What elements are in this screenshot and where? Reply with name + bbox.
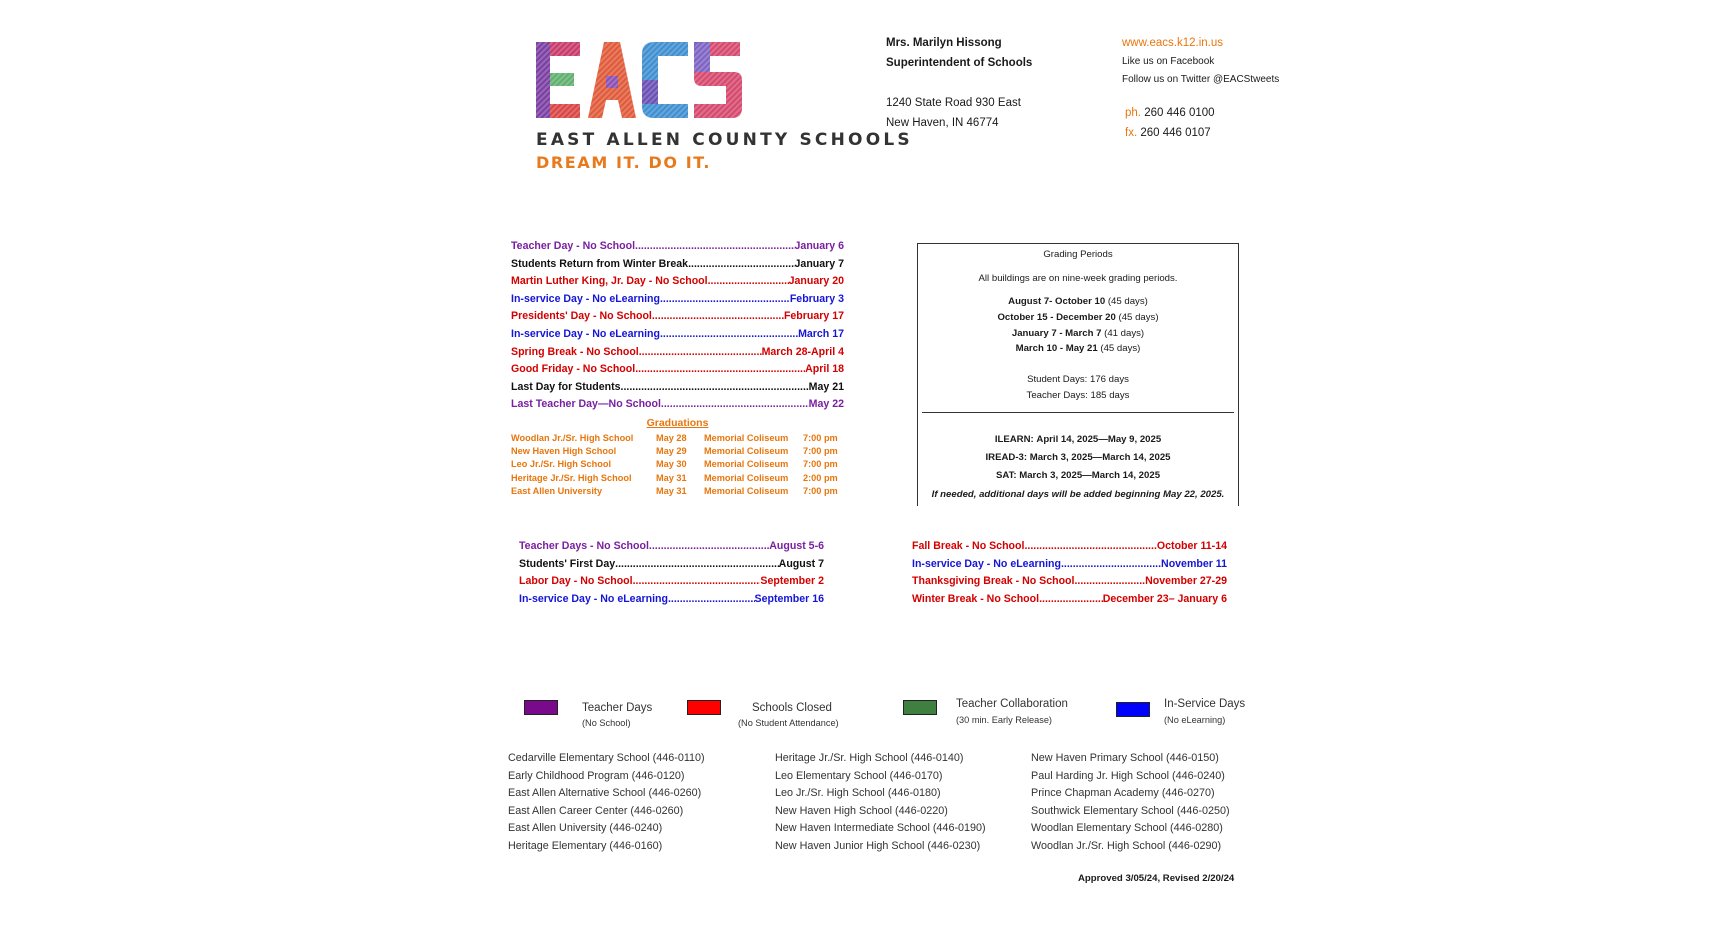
legend-swatch-teacher-days: [524, 700, 558, 715]
graduation-row: East Allen University May 31 Memorial Coliseum 7:00 pm: [511, 485, 838, 496]
school-item: Early Childhood Program (446-0120): [508, 769, 685, 782]
school-item: Prince Chapman Academy (446-0270): [1031, 787, 1215, 800]
fall-events-right-list: [912, 538, 1227, 608]
event-row: Last Teacher Day—No School ..... May 22: [511, 396, 844, 414]
contact-block: [1122, 33, 1279, 143]
school-item: Cedarville Elementary School (446-0110): [508, 752, 705, 764]
address-line-2: New Haven, IN 46774: [886, 117, 999, 129]
additional-days-note: If needed, additional days will be added beginning May 22, 2025.: [931, 489, 1225, 500]
test-window: ILEARN: April 14, 2025—May 9, 2025: [994, 434, 1162, 445]
event-row: Fall Break - No School ..... October 11-14: [912, 538, 1227, 556]
grading-period: March 10 - May 21 (45 days): [1015, 343, 1141, 354]
event-row: Good Friday - No School ..... April 18: [511, 361, 844, 379]
grading-subtitle: All buildings are on nine-week grading periods.: [978, 273, 1178, 284]
superintendent-block: [886, 33, 1032, 133]
legend-label-schools-closed: Schools Closed: [752, 702, 832, 714]
school-item: East Allen Career Center (446-0260): [508, 804, 684, 817]
test-window: SAT: March 3, 2025—March 14, 2025: [995, 470, 1161, 481]
event-row: Students' First Day ..... August 7: [519, 556, 824, 574]
legend-sub-teacher-collaboration: (30 min. Early Release): [956, 715, 1052, 725]
graduation-row: New Haven High School May 29 Memorial Coliseum 7:00 pm: [511, 446, 838, 457]
phone-line: ph. 260 446 0100: [1125, 107, 1215, 119]
superintendent-title: Superintendent of Schools: [886, 57, 1033, 69]
legend-swatch-schools-closed: [687, 700, 721, 715]
approval-date: Approved 3/05/24, Revised 2/20/24: [1078, 873, 1235, 884]
event-row: In-service Day - No eLearning ..... September 16: [519, 591, 824, 609]
spring-events-list: [511, 238, 844, 498]
graduation-row: Leo Jr./Sr. High School May 30 Memorial Coliseum 7:00 pm: [511, 459, 838, 470]
twitter-text: Follow us on Twitter @EACStweets: [1122, 74, 1280, 85]
event-row: Labor Day - No School ..... September 2: [519, 573, 824, 591]
event-row: Thanksgiving Break - No School ..... November 27-29: [912, 573, 1227, 591]
legend-swatch-teacher-collaboration: [903, 700, 937, 715]
website-link[interactable]: www.eacs.k12.in.us: [1122, 37, 1223, 49]
event-row: Winter Break - No School ..... December 23– January 6: [912, 591, 1227, 609]
graduation-row: Woodlan Jr./Sr. High School May 28 Memorial Coliseum 7:00 pm: [511, 432, 838, 443]
superintendent-name: Mrs. Marilyn Hissong: [886, 37, 1002, 49]
legend-label-teacher-collaboration: Teacher Collaboration: [956, 698, 1068, 710]
event-row: Teacher Days - No School ..... August 5-6: [519, 538, 824, 556]
school-item: Woodlan Elementary School (446-0280): [1031, 822, 1223, 835]
district-name: EAST ALLEN COUNTY SCHOOLS: [536, 130, 913, 150]
logo-letter-a: [588, 42, 636, 118]
school-item: Leo Elementary School (446-0170): [775, 769, 943, 782]
fall-events-left-list: [519, 538, 824, 608]
legend-sub-schools-closed: (No Student Attendance): [738, 718, 839, 728]
event-row: Spring Break - No School ..... March 28-April 4: [511, 344, 844, 362]
grading-period: October 15 - December 20 (45 days): [997, 312, 1159, 323]
school-list-col-1: [508, 750, 705, 856]
school-item: Leo Jr./Sr. High School (446-0180): [775, 787, 941, 800]
graduations-title: Graduations: [646, 416, 709, 429]
eacs-logo: [536, 40, 746, 122]
grading-title: Grading Periods: [1043, 249, 1113, 260]
legend-sub-teacher-days: (No School): [582, 718, 631, 728]
school-item: New Haven Intermediate School (446-0190): [775, 822, 986, 835]
school-item: Paul Harding Jr. High School (446-0240): [1031, 769, 1225, 782]
graduations-table: [511, 432, 844, 498]
address-line-1: 1240 State Road 930 East: [886, 97, 1021, 109]
grading-period: January 7 - March 7 (41 days): [1011, 328, 1145, 339]
event-row: Martin Luther King, Jr. Day - No School ..... January 20: [511, 273, 844, 291]
grading-periods-box: [917, 243, 1239, 506]
school-item: New Haven Junior High School (446-0230): [775, 839, 981, 852]
event-row: In-service Day - No eLearning ..... November 11: [912, 556, 1227, 574]
district-tagline: DREAM IT. DO IT.: [536, 153, 712, 172]
legend-swatch-in-service-days: [1116, 702, 1150, 717]
test-window: IREAD-3: March 3, 2025—March 14, 2025: [985, 452, 1171, 463]
school-item: East Allen University (446-0240): [508, 822, 663, 835]
logo-letter-c: [642, 42, 688, 118]
event-row: Teacher Day - No School ..... January 6: [511, 238, 844, 256]
event-row: Presidents' Day - No School ..... February 17: [511, 308, 844, 326]
event-row: In-service Day - No eLearning ..... March 17: [511, 326, 844, 344]
school-item: New Haven Primary School (446-0150): [1031, 752, 1219, 764]
event-row: Students Return from Winter Break ..... January 7: [511, 256, 844, 274]
school-item: Heritage Elementary (446-0160): [508, 839, 663, 852]
grading-period: August 7- October 10 (45 days): [1008, 296, 1148, 307]
school-item: Southwick Elementary School (446-0250): [1031, 804, 1230, 817]
legend-label-teacher-days: Teacher Days: [582, 702, 653, 714]
legend-label-in-service-days: In-Service Days: [1164, 698, 1246, 710]
event-row: In-service Day - No eLearning ..... February 3: [511, 291, 844, 309]
fax-line: fx. 260 446 0107: [1125, 127, 1211, 139]
event-row: Last Day for Students ..... May 21: [511, 379, 844, 397]
facebook-text: Like us on Facebook: [1122, 56, 1215, 67]
legend-sub-in-service-days: (No eLearning): [1164, 715, 1226, 725]
student-days: Student Days: 176 days: [1027, 374, 1129, 385]
school-item: New Haven High School (446-0220): [775, 804, 948, 817]
school-list-col-2: [775, 750, 986, 856]
teacher-days: Teacher Days: 185 days: [1026, 390, 1130, 401]
logo-letter-s: [694, 42, 742, 118]
grading-divider: [922, 412, 1234, 413]
logo-letter-e: [536, 42, 580, 118]
graduation-row: Heritage Jr./Sr. High School May 31 Memorial Coliseum 2:00 pm: [511, 472, 838, 483]
school-item: Heritage Jr./Sr. High School (446-0140): [775, 752, 964, 764]
school-item: Woodlan Jr./Sr. High School (446-0290): [1031, 839, 1222, 852]
school-list-col-3: [1031, 750, 1230, 856]
school-item: East Allen Alternative School (446-0260): [508, 787, 702, 800]
